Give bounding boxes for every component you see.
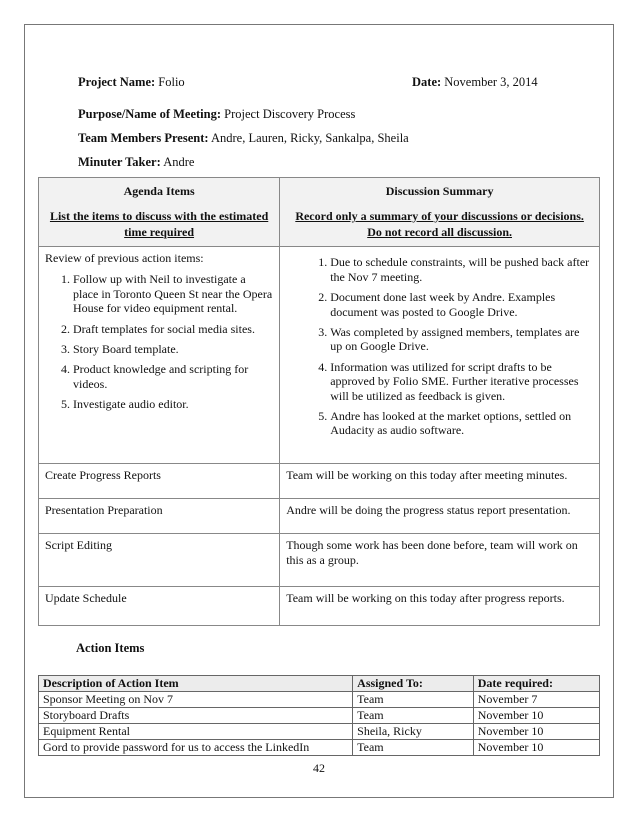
action-date: November 10 <box>473 724 599 740</box>
action-header-row <box>39 676 600 692</box>
agenda-item-cell: Create Progress Reports <box>39 464 280 499</box>
action-description: Sponsor Meeting on Nov 7 <box>39 692 353 708</box>
review-summary-list <box>286 255 593 437</box>
action-date: November 10 <box>473 708 599 724</box>
table-row <box>39 534 600 587</box>
review-cell <box>39 247 280 464</box>
team-label: Team Members Present: <box>78 131 209 145</box>
action-assignee: Sheila, Ricky <box>353 724 474 740</box>
action-assignee: Team <box>353 740 474 756</box>
table-row <box>39 464 600 499</box>
agenda-items-title: Agenda Items <box>123 184 195 198</box>
action-assignee: Team <box>353 708 474 724</box>
table-row <box>39 708 600 724</box>
agenda-items-header <box>39 178 280 247</box>
list-item: 5. Andre has looked at the market options, settled on Audacity as audio software. <box>330 409 593 438</box>
action-date: November 10 <box>473 740 599 756</box>
column-header: Assigned To: <box>353 676 474 692</box>
date-label: Date: <box>412 75 442 89</box>
table-row <box>39 692 600 708</box>
summary-cell: Though some work has been done before, team will work on this as a group. <box>280 534 600 587</box>
action-description: Gord to provide password for us to access the LinkedIn <box>39 740 353 756</box>
purpose-line <box>78 107 355 122</box>
team-line <box>78 131 409 146</box>
action-description: Storyboard Drafts <box>39 708 353 724</box>
table-row <box>39 724 600 740</box>
list-item: 2. Draft templates for social media sites. <box>73 322 273 336</box>
date-line <box>412 75 538 90</box>
minuter-line <box>78 155 194 170</box>
table-row <box>39 587 600 626</box>
action-assignee: Team <box>353 692 474 708</box>
summary-cell: Team will be working on this today after progress reports. <box>280 587 600 626</box>
agenda-table <box>38 177 600 626</box>
list-item: 3. Story Board template. <box>73 342 273 356</box>
agenda-item-cell: Script Editing <box>39 534 280 587</box>
list-item: 3. Was completed by assigned members, templates are up on Google Drive. <box>330 325 593 354</box>
discussion-summary-title: Discussion Summary <box>385 184 494 198</box>
review-intro: Review of previous action items: <box>45 251 204 266</box>
summary-cell: Andre will be doing the progress status report presentation. <box>280 499 600 534</box>
minuter-label: Minuter Taker: <box>78 155 161 169</box>
project-name-line <box>78 75 185 90</box>
action-date: November 7 <box>473 692 599 708</box>
minuter-value: Andre <box>163 155 195 169</box>
list-item: 4. Information was utilized for script drafts to be approved by Folio SME. Further iterative processes will be utilized as feedback is given. <box>330 360 593 403</box>
date-value: November 3, 2014 <box>444 75 538 89</box>
list-item: 1. Follow up with Neil to investigate a place in Toronto Queen St near the Opera House for video equipment rental. <box>73 272 273 315</box>
agenda-item-cell: Presentation Preparation <box>39 499 280 534</box>
page-number: 42 <box>313 761 325 775</box>
purpose-label: Purpose/Name of Meeting: <box>78 107 222 121</box>
action-items-title: Action Items <box>76 641 145 655</box>
discussion-summary-header <box>280 178 600 247</box>
list-item: 2. Document done last week by Andre. Examples document was posted to Google Drive. <box>330 290 593 319</box>
team-value: Andre, Lauren, Ricky, Sankalpa, Sheila <box>210 131 409 145</box>
discussion-summary-subtitle: Record only a summary of your discussions or decisions. Do not record all discussion. <box>295 209 584 240</box>
list-item: 5. Investigate audio editor. <box>73 397 273 411</box>
action-description: Equipment Rental <box>39 724 353 740</box>
table-row <box>39 740 600 756</box>
purpose-value: Project Discovery Process <box>224 107 356 121</box>
agenda-items-subtitle: List the items to discuss with the estimated time required <box>49 209 269 240</box>
list-item: 4. Product knowledge and scripting for videos. <box>73 362 273 391</box>
list-item: 1. Due to schedule constraints, will be pushed back after the Nov 7 meeting. <box>330 255 593 284</box>
column-header: Description of Action Item <box>39 676 353 692</box>
summary-cell: Team will be working on this today after meeting minutes. <box>280 464 600 499</box>
column-header: Date required: <box>473 676 599 692</box>
agenda-item-cell: Update Schedule <box>39 587 280 626</box>
action-items-table <box>38 675 600 756</box>
project-name-label: Project Name: <box>78 75 156 89</box>
review-row <box>39 247 600 464</box>
review-items-list <box>45 272 273 411</box>
review-summary-cell <box>280 247 600 464</box>
project-name-value: Folio <box>158 75 185 89</box>
table-row <box>39 499 600 534</box>
agenda-header-row <box>39 178 600 247</box>
